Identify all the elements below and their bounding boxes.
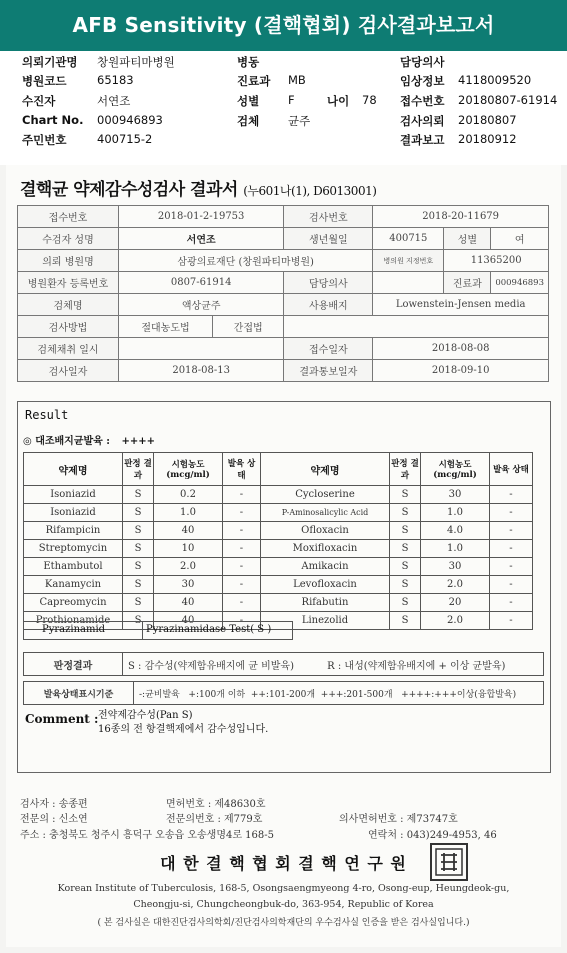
drug-growth-cell: - (223, 576, 261, 594)
growth-criteria-label: 발육상태표시기준 (24, 682, 134, 705)
drug-growth-cell: - (490, 540, 533, 558)
drug-name-cell: Rifampicin (24, 522, 123, 540)
organization-name: 대 한 결 핵 협 회 결 핵 연 구 원 (160, 854, 407, 873)
pza-result: Pyrazinamidase Test( S ) (146, 624, 272, 635)
control-growth (23, 432, 155, 447)
report-title-banner: AFB Sensitivity (결핵협회) 검사결과보고서 (0, 0, 567, 51)
info-label: 사용배지 (284, 294, 373, 316)
drug-judge-cell: S (390, 540, 421, 558)
report-heading-text: 결핵균 약제감수성검사 결과서 (20, 180, 238, 200)
drug-name-cell: Streptomycin (24, 540, 123, 558)
drug-conc-cell: 40 (154, 612, 223, 630)
info-value: 2018-08-08 (373, 338, 549, 360)
request-label: 검사의뢰 (400, 114, 445, 128)
info-row (18, 272, 549, 294)
info-label: 진료과 (444, 272, 491, 294)
col-conc: 시험농도 (mcg/ml) (421, 453, 490, 486)
info-label: 접수일자 (284, 338, 373, 360)
clinical-value: 4118009520 (458, 73, 532, 87)
drug-name-cell: Levofloxacin (261, 576, 390, 594)
info-row (18, 316, 549, 338)
drug-judge-cell: S (390, 486, 421, 504)
patient-value: 서연조 (97, 94, 131, 108)
pza-divider (142, 622, 143, 639)
drug-name-cell: Isoniazid (24, 504, 123, 522)
patient-label: 수진자 (22, 94, 56, 108)
drug-row (24, 576, 533, 594)
phone: 연락처 : 043)249-4953, 46 (368, 830, 497, 841)
drug-conc-cell: 1.0 (154, 504, 223, 522)
hospital-value: 창원파티마병원 (97, 55, 175, 69)
drug-growth-cell: - (223, 594, 261, 612)
drug-conc-cell: 30 (421, 558, 490, 576)
judgment-row (24, 653, 544, 676)
info-label: 병원환자 등록번호 (18, 272, 119, 294)
result-label: Result (25, 408, 69, 422)
drug-name-cell: Moxifloxacin (261, 540, 390, 558)
drug-growth-cell: - (223, 522, 261, 540)
drug-judge-cell: S (123, 540, 154, 558)
control-growth-value: ++++ (121, 436, 155, 447)
info-row (18, 206, 549, 228)
drug-conc-cell: 4.0 (421, 522, 490, 540)
judgment-criteria (123, 653, 544, 676)
report-heading (20, 175, 376, 200)
drug-row (24, 540, 533, 558)
info-label: 검사방법 (18, 316, 119, 338)
request-value: 20180807 (458, 113, 517, 127)
drug-growth-cell: - (490, 576, 533, 594)
info-label: 검사일자 (18, 360, 119, 382)
result-section (17, 401, 551, 773)
drug-growth-cell: - (223, 540, 261, 558)
info-value: 간접법 (213, 316, 284, 338)
sex-label: 성별 (237, 94, 260, 108)
col-drug: 약제명 (261, 453, 390, 486)
drug-conc-cell: 1.0 (421, 504, 490, 522)
code-value: 65183 (97, 73, 134, 87)
info-value: 액상균주 (119, 294, 284, 316)
drug-growth-cell: - (223, 612, 261, 630)
drug-row (24, 558, 533, 576)
drug-growth-cell: - (490, 522, 533, 540)
info-value: 0807-61914 (119, 272, 284, 294)
growth-legend (23, 681, 544, 705)
info-value: 000946893 (491, 272, 549, 294)
drug-name-cell: P-Aminosalicylic Acid (261, 504, 390, 522)
comment-label: Comment : (25, 712, 99, 726)
info-label: 의뢰 병원명 (18, 250, 119, 272)
receipt-label: 접수번호 (400, 94, 445, 108)
drug-name-cell: Linezolid (261, 612, 390, 630)
info-value: 11365200 (444, 250, 549, 272)
specimen-value: 균주 (288, 114, 311, 128)
drug-judge-cell: S (123, 522, 154, 540)
dept-label: 진료과 (237, 74, 271, 88)
col-judge: 판정 결과 (390, 453, 421, 486)
info-value: 2018-08-13 (119, 360, 284, 382)
report-date-value: 20180912 (458, 132, 517, 146)
drug-row (24, 504, 533, 522)
drug-name-cell: Amikacin (261, 558, 390, 576)
examiner-license: 면허번호 : 제48630호 (166, 799, 266, 810)
drug-growth-cell: - (490, 558, 533, 576)
drug-growth-cell: - (223, 486, 261, 504)
info-value: 2018-09-10 (373, 360, 549, 382)
drug-conc-cell: 0.2 (154, 486, 223, 504)
english-address-1: Korean Institute of Tuberculosis, 168-5, Osongsaengmyeong 4-ro, Osong-eup, Heungdeok-gu, (57, 883, 510, 894)
drug-growth-cell: - (490, 594, 533, 612)
pza-name: Pyrazinamid (42, 624, 106, 635)
judgment-r: R : 내성(약제함유배지에 + 이상 균발육) (327, 660, 506, 672)
info-row (18, 250, 549, 272)
report-date-label: 결과보고 (400, 133, 445, 147)
col-growth: 발육 상태 (490, 453, 533, 486)
drug-judge-cell: S (390, 576, 421, 594)
info-value: 2018-20-11679 (373, 206, 549, 228)
judgment-legend (23, 652, 544, 676)
info-value: 서연조 (119, 228, 284, 250)
order-header (0, 54, 567, 152)
col-drug: 약제명 (24, 453, 123, 486)
info-value (119, 338, 284, 360)
rrn-label: 주민번호 (22, 133, 67, 147)
comment-text (98, 709, 268, 737)
drug-name-cell: Isoniazid (24, 486, 123, 504)
drug-conc-cell: 10 (154, 540, 223, 558)
growth-criteria: -:균비발육 +:100개 이하 ++:101-200개 +++:201-500개 ++++:+++이상(융합발육) (134, 682, 544, 705)
drug-judge-cell: S (123, 486, 154, 504)
code-label: 병원코드 (22, 74, 67, 88)
info-value: 2018-01-2-19753 (119, 206, 284, 228)
drug-judge-cell: S (390, 594, 421, 612)
drug-judge-cell: S (123, 558, 154, 576)
specialist-license: 전문의번호 : 제779호 (166, 814, 263, 825)
drug-conc-cell: 40 (154, 594, 223, 612)
info-row (18, 228, 549, 250)
drug-susceptibility-table (23, 452, 533, 630)
doctor-license: 의사면허번호 : 제73747호 (339, 814, 458, 825)
comment-line: 16종의 전 항결핵제에서 감수성입니다. (98, 724, 269, 735)
info-label: 성별 (444, 228, 491, 250)
drug-table-header (24, 453, 533, 486)
info-label: 수검자 성명 (18, 228, 119, 250)
info-row (18, 338, 549, 360)
drug-judge-cell: S (123, 504, 154, 522)
drug-judge-cell: S (123, 612, 154, 630)
info-row (18, 360, 549, 382)
age-value: 78 (362, 93, 377, 107)
rrn-value: 400715-2 (97, 132, 153, 146)
info-label: 검사번호 (284, 206, 373, 228)
drug-name-cell: Prothionamide (24, 612, 123, 630)
info-label: 병의원 지정번호 (373, 250, 444, 272)
report-paper (6, 165, 561, 947)
drug-name-cell: Capreomycin (24, 594, 123, 612)
address: 주소 : 충청북도 청주시 흥덕구 오송읍 오송생명4로 168-5 (20, 830, 275, 841)
info-value: 400715 (373, 228, 444, 250)
judgment-label: 판정결과 (24, 653, 123, 676)
col-conc: 시험농도 (mcg/ml) (154, 453, 223, 486)
drug-conc-cell: 1.0 (421, 540, 490, 558)
ward-label: 병동 (237, 55, 260, 69)
drug-judge-cell: S (390, 522, 421, 540)
col-growth: 발육 상태 (223, 453, 261, 486)
drug-growth-cell: - (223, 558, 261, 576)
info-label: 접수번호 (18, 206, 119, 228)
info-value (373, 272, 444, 294)
drug-name-cell: Ofloxacin (261, 522, 390, 540)
growth-row (24, 682, 544, 705)
drug-judge-cell: S (390, 558, 421, 576)
info-label: 담당의사 (284, 272, 373, 294)
drug-growth-cell: - (490, 486, 533, 504)
specimen-label: 검체 (237, 114, 260, 128)
drug-conc-cell: 2.0 (154, 558, 223, 576)
examiner: 검사자 : 송종편 (20, 799, 88, 810)
drug-judge-cell: S (123, 594, 154, 612)
report-heading-code: (누601나(1), D6013001) (243, 184, 377, 198)
info-row (18, 294, 549, 316)
certification-note: ( 본 검사실은 대한진단검사의학회/진단검사의학재단의 우수검사실 인증을 받은 검사실입니다.) (97, 918, 470, 928)
drug-row (24, 486, 533, 504)
drug-growth-cell: - (223, 504, 261, 522)
age-label: 나이 (327, 94, 350, 108)
info-value: 삼광의료재단 (창원파티마병원) (119, 250, 373, 272)
drug-judge-cell: S (390, 612, 421, 630)
chart-label: Chart No. (22, 113, 84, 127)
patient-info-table (17, 205, 549, 382)
control-growth-label: ◎ 대조배지균발육 : (23, 436, 110, 447)
doctor-label: 담당의사 (400, 55, 445, 69)
drug-name-cell: Rifabutin (261, 594, 390, 612)
english-address-2: Cheongju-si, Chungcheongbuk-do, 363-954, Republic of Korea (133, 899, 434, 910)
drug-conc-cell: 40 (154, 522, 223, 540)
drug-judge-cell: S (123, 576, 154, 594)
comment-line: 전약제감수성(Pan S) (98, 710, 193, 721)
drug-name-cell: Cycloserine (261, 486, 390, 504)
drug-name-cell: Ethambutol (24, 558, 123, 576)
info-value: 여 (491, 228, 549, 250)
info-label: 검체명 (18, 294, 119, 316)
drug-name-cell: Kanamycin (24, 576, 123, 594)
drug-row (24, 594, 533, 612)
pza-row (23, 621, 293, 640)
info-value: 절대농도법 (119, 316, 213, 338)
dept-value: MB (288, 73, 306, 87)
drug-row (24, 522, 533, 540)
chart-value: 000946893 (97, 113, 163, 127)
hospital-label: 의뢰기관명 (22, 55, 78, 69)
col-judge: 판정 결과 (123, 453, 154, 486)
drug-growth-cell: - (490, 612, 533, 630)
clinical-label: 임상정보 (400, 74, 445, 88)
info-label: 생년월일 (284, 228, 373, 250)
info-empty (284, 316, 549, 338)
seal-icon (432, 845, 466, 879)
specialist: 전문의 : 신소연 (20, 814, 88, 825)
sex-value: F (288, 93, 295, 107)
drug-growth-cell: - (490, 504, 533, 522)
info-value: Lowenstein-Jensen media (373, 294, 549, 316)
info-label: 결과통보일자 (284, 360, 373, 382)
receipt-value: 20180807-61914 (458, 93, 558, 107)
judgment-s: S : 감수성(약제함유배지에 균 비발육) (128, 660, 294, 672)
drug-conc-cell: 20 (421, 594, 490, 612)
drug-conc-cell: 30 (421, 486, 490, 504)
drug-conc-cell: 2.0 (421, 612, 490, 630)
drug-judge-cell: S (390, 504, 421, 522)
official-seal (430, 843, 468, 881)
drug-conc-cell: 2.0 (421, 576, 490, 594)
drug-conc-cell: 30 (154, 576, 223, 594)
scanned-report-image (0, 165, 567, 953)
info-label: 검체채취 일시 (18, 338, 119, 360)
